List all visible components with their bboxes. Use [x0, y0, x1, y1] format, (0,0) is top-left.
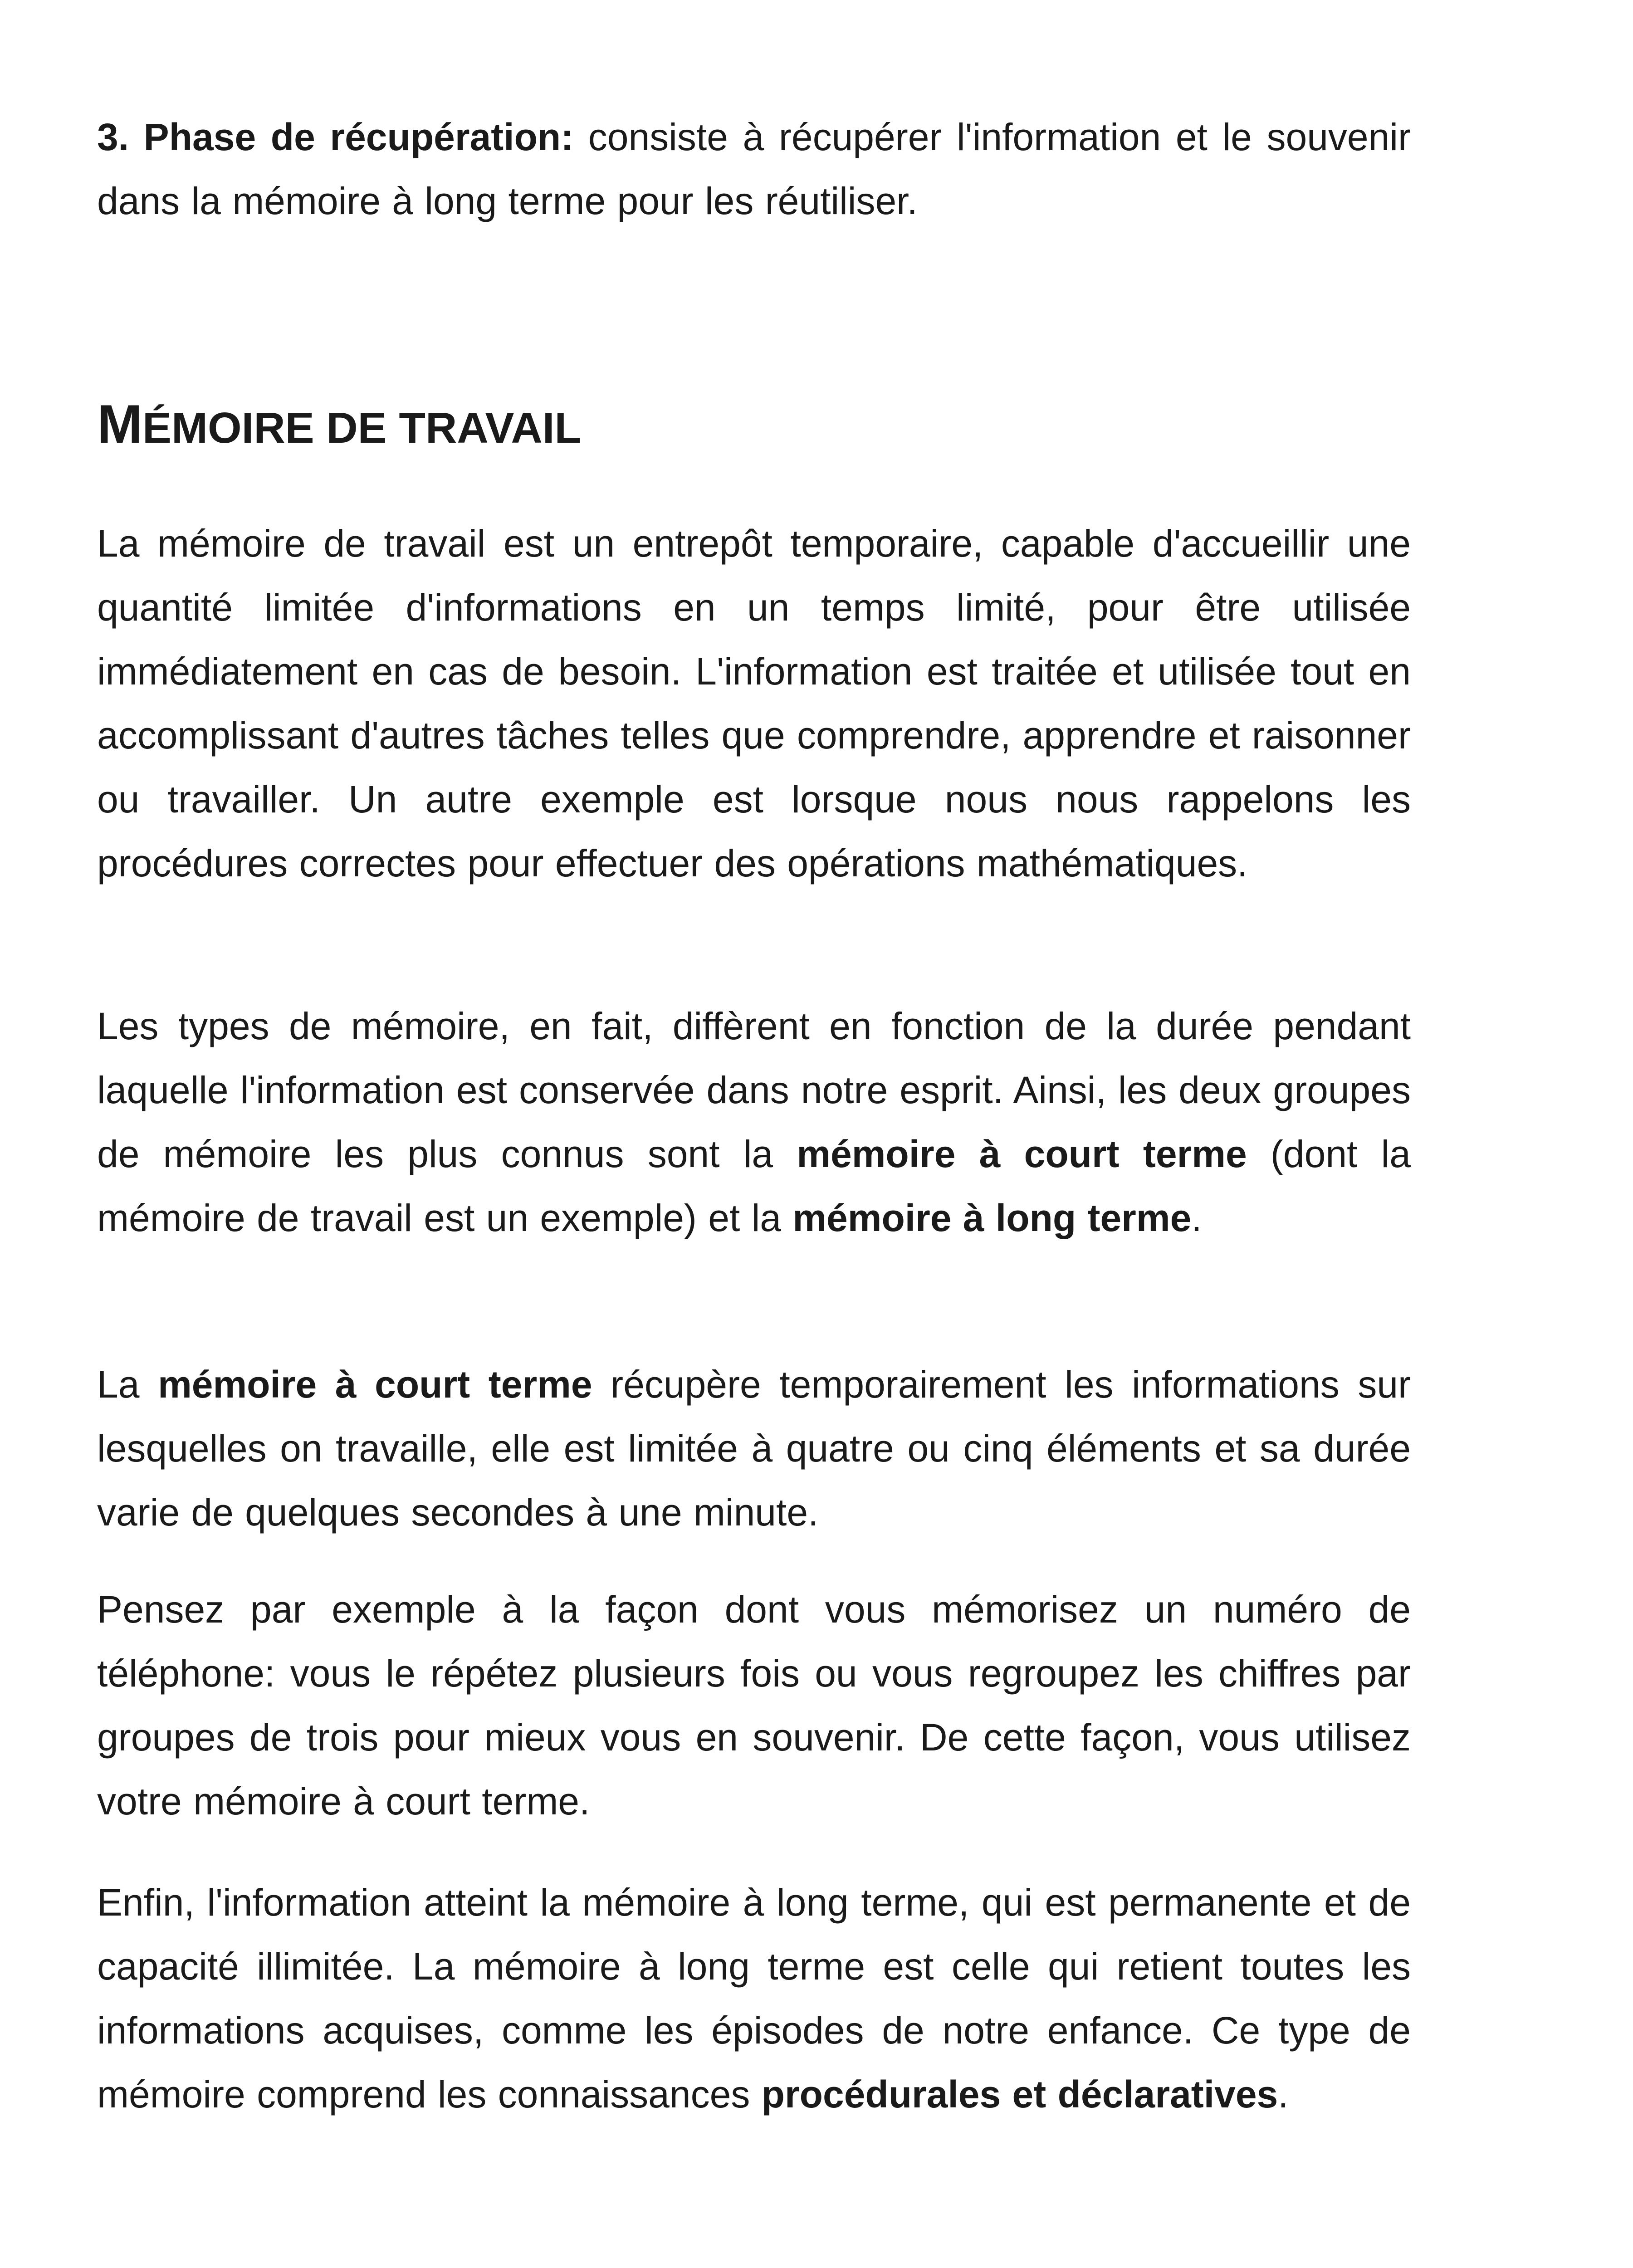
text-segment: Les types de mémoire, en fait, diffèrent en fonction de la durée pendant laquelle l'information est conservée dans notre esprit. Ainsi, les deux groupes de mémoire les plus connus sont la	[97, 1005, 1411, 1175]
text-segment: Enfin, l'information atteint la mémoire à long terme, qui est permanente et de capacité illimitée. La mémoire à long terme est celle qui retient toutes les informations acquises, comme les épisodes de notre enfance. Ce type de mémoire comprend les connaissances	[97, 1881, 1411, 2116]
paragraph-working-memory: La mémoire de travail est un entrepôt temporaire, capable d'accueillir une quantité limitée d'informations en un temps limité, pour être utilisée immédiatement en cas de besoin. L'information est traitée et utilisée tout en accomplissant d'autres tâches telles que comprendre, apprendre et raisonner ou travailler. Un autre exemple est lorsque nous nous rappelons les procédures correctes pour effectuer des opérations mathématiques.	[97, 522, 1411, 885]
text-segment: .	[1191, 1197, 1202, 1239]
text-segment: récupère temporairement les informations sur lesquelles on travaille, elle est limitée à quatre ou cinq éléments et sa durée varie de quelques secondes à une minute.	[97, 1363, 1411, 1534]
phase-text: consiste à récupérer l'information et le souvenir dans la mémoire à long terme pour les réutiliser.	[97, 116, 1411, 222]
heading-rest: ÉMOIRE DE TRAVAIL	[142, 404, 582, 452]
bold-term: mémoire à court terme	[158, 1363, 592, 1406]
paragraph-short-term-memory	[97, 1353, 1411, 1545]
paragraph-recuperation-phase	[97, 105, 1411, 233]
document-page	[97, 0, 1411, 2268]
phase-label: 3. Phase de récupération:	[97, 116, 574, 158]
bold-term: mémoire à court terme	[797, 1133, 1247, 1175]
paragraph-long-term-memory	[97, 1871, 1411, 2126]
bold-term: procédurales et déclaratives	[761, 2073, 1278, 2116]
text-segment: (dont la mémoire de travail est un exemple) et la	[97, 1133, 1411, 1239]
paragraph-phone-example: Pensez par exemple à la façon dont vous mémorisez un numéro de téléphone: vous le répétez plusieurs fois ou vous regroupez les chiffres par groupes de trois pour mieux vous en souvenir. De cette façon, vous utilisez votre mémoire à court terme.	[97, 1588, 1411, 1823]
paragraph-memory-types	[97, 994, 1411, 1250]
section-heading	[97, 390, 1411, 462]
text-segment: La	[97, 1363, 158, 1406]
text-segment: .	[1278, 2073, 1289, 2116]
heading-initial: M	[97, 394, 142, 455]
bold-term: mémoire à long terme	[792, 1197, 1192, 1239]
